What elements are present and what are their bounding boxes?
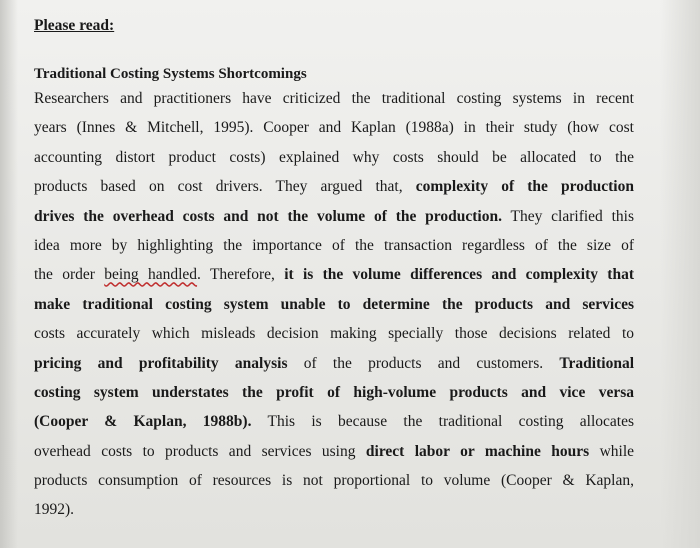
text-segment: of the products and customers.: [287, 354, 560, 372]
text-segment: being handled: [104, 266, 198, 284]
text-segment: This is because the traditional costing allocates: [251, 413, 634, 431]
bold-text: pricing and profitability analysis: [34, 354, 288, 372]
text-segment: costs accurately which misleads decision making specially those decisions related to: [34, 325, 634, 343]
paragraph-line: [34, 84, 634, 113]
page-shadow-left: [0, 0, 18, 548]
paragraph-line: [34, 466, 634, 495]
paragraph-line: [34, 495, 634, 524]
paragraph-line: [34, 437, 634, 466]
text-segment: idea more by highlighting the importance of the transaction regardless of the size of: [34, 236, 634, 254]
text-segment: while: [589, 442, 635, 460]
bold-text: complexity of the production: [415, 178, 634, 196]
text-segment: 1992).: [34, 501, 75, 519]
document-body: [34, 15, 634, 525]
text-segment: overhead costs to products and services using: [34, 442, 366, 460]
text-segment: products consumption of resources is not proportional to volume (Cooper & Kaplan,: [34, 472, 634, 490]
text-segment: . Therefore,: [197, 266, 285, 284]
paragraph-line: [34, 202, 634, 231]
bold-text: it is the volume differences and complexity that: [284, 266, 634, 284]
section-title: Traditional Costing Systems Shortcomings: [34, 66, 307, 82]
paragraph-line: [34, 378, 634, 407]
bold-text: direct labor or machine hours: [365, 442, 590, 460]
paragraph-line: [34, 113, 634, 142]
text-segment: Researchers and practitioners have criticized the traditional costing systems in recent: [34, 90, 634, 107]
paragraph-line: [34, 143, 634, 172]
paragraph-line: [34, 231, 634, 260]
text-segment: products based on cost drivers. They argued that,: [34, 178, 416, 196]
paragraph: [34, 84, 634, 525]
paragraph-line: [34, 172, 634, 201]
text-segment: years (Innes & Mitchell, 1995). Cooper and Kaplan (1988a) in their study (how cost: [34, 119, 634, 137]
page-shadow-right: [660, 0, 700, 548]
page-heading: Please read:: [34, 17, 115, 34]
bold-text: (Cooper & Kaplan, 1988b).: [34, 413, 252, 431]
bold-text: Traditional: [559, 354, 634, 372]
paragraph-line: [34, 407, 634, 436]
text-segment: accounting distort product costs) explained why costs should be allocated to the: [34, 148, 634, 166]
text-segment: They clarified this: [501, 207, 635, 225]
paragraph-line: [34, 349, 634, 378]
text-segment: the order: [34, 266, 105, 284]
paragraph-line: [34, 319, 634, 348]
bold-text: costing system understates the profit of high-volume products and vice versa: [34, 383, 634, 401]
paragraph-line: [34, 290, 634, 319]
bold-text: drives the overhead costs and not the volume of the production.: [34, 207, 502, 225]
bold-text: make traditional costing system unable to determine the products and services: [34, 295, 634, 313]
paragraph-line: [34, 260, 634, 289]
